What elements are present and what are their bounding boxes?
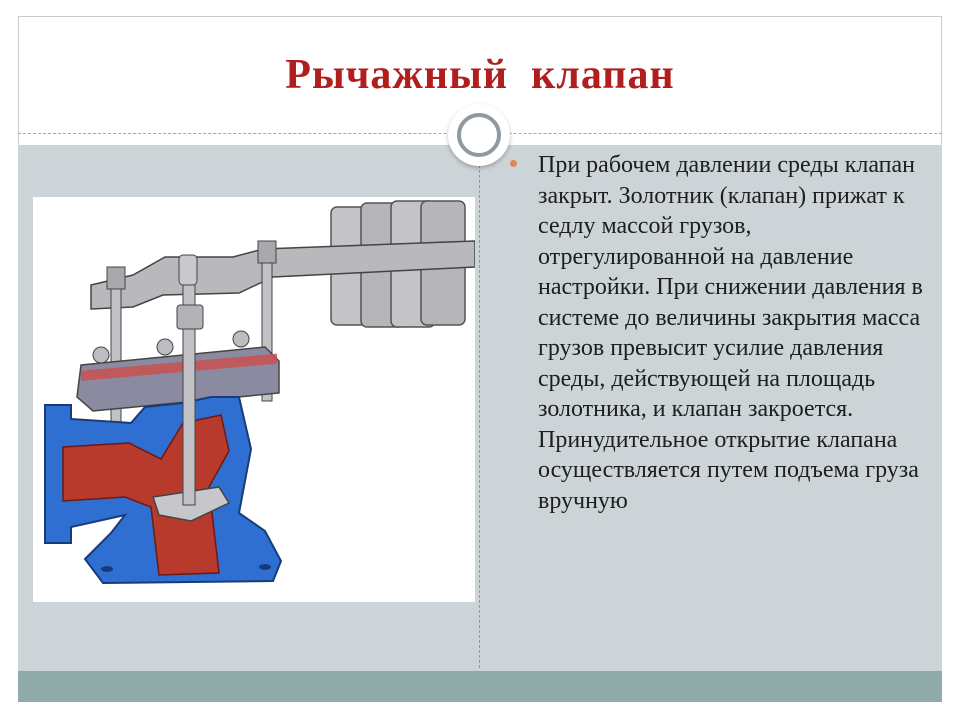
circle-ornament-icon <box>448 104 510 166</box>
slide-title: Рычажный клапан <box>285 52 675 98</box>
footer-bar <box>18 671 942 702</box>
column-divider <box>479 150 480 668</box>
lever-valve-illustration <box>33 197 475 602</box>
body-paragraph: При рабочем давлении среды клапан закрыт. Золотник (клапан) прижат к седлу массой грузов, отрегулированной на давление настройки. При снижении давления в системе до величины закрытия масса грузов превысит усилие давления среды, действующей на площадь золотника, и клапан закроется. Принудительное открытие клапана осуществляется путем подъема груза вручную <box>538 152 923 514</box>
bullet-icon <box>510 160 517 167</box>
body-text-block <box>512 150 927 516</box>
